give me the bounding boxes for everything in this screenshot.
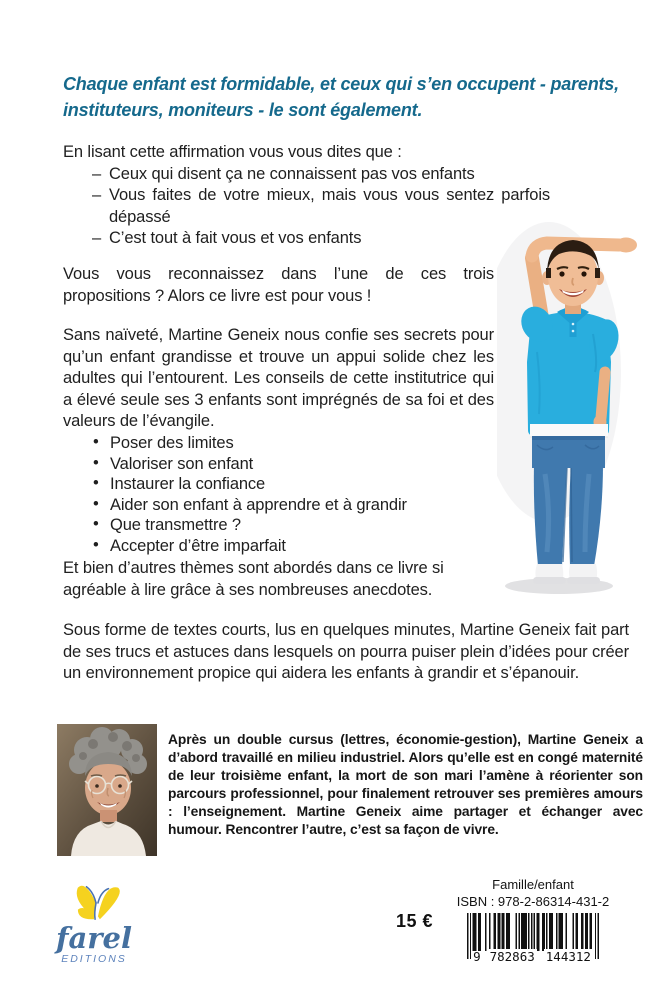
isbn-label: ISBN : 978-2-86314-431-2 [456,894,610,909]
publisher-logo [46,880,142,965]
dash-list [63,164,550,250]
author-portrait-photo [57,724,157,856]
bullet-item-text: Valoriser son enfant [110,454,254,473]
dash-marker: – [92,229,102,247]
paragraph-recognize: Vous vous reconnaissez dans l’une de ces trois propositions ? Alors ce livre est pour vous ! [63,265,494,305]
barcode-digits [448,949,618,964]
boy-measuring-height-photo [497,212,667,602]
paragraph-themes-outro: Et bien d’autres thèmes sont abordés dans ce livre si agréable à lire grâce à ses nombreuses anecdotes. [63,559,444,599]
themes-bullet-list [63,433,515,557]
dash-item-text: Ceux qui disent ça ne connaissent pas vos enfants [109,164,475,183]
bullet-item [63,495,515,516]
bullet-marker: • [93,494,99,513]
barcode-digits-right: 144312 [545,949,591,964]
bullet-marker: • [93,474,99,493]
bullet-item [63,536,515,557]
bullet-item-text: Instaurer la confiance [110,475,266,494]
bullet-item [63,454,515,475]
bullet-marker: • [93,515,99,534]
butterfly-icon [65,880,129,924]
intro-section [63,142,550,250]
dash-marker: – [92,186,102,204]
bullet-item [63,474,515,495]
paragraph-closing: Sous forme de textes courts, lus en quelques minutes, Martine Geneix fait part de ses trucs et astuces dans lesquels on pourra puiser plein d’idées pour créer un environnement propice qui aidera les enfants à grandir et s’épanouir. [63,621,629,682]
barcode-digits-left: 782863 [489,949,535,964]
dash-item-text: Vous faites de votre mieux, mais vous vous sentez parfois dépassé [109,186,550,226]
dash-list-item [63,228,550,250]
barcode-digit-first: 9 [473,949,481,964]
bullet-marker: • [93,433,99,451]
bullet-marker: • [93,535,99,554]
barcode-block [448,877,618,964]
author-bio: Après un double cursus (lettres, économie-gestion), Martine Geneix a d’abord travaillé en milieu industriel. Alors qu’elle est en congé maternité de leur troisième enfant, la mort de son mari l’amène à réorienter son parcours professionnel, pour finalement retrouver ses premières amours : l’enseignement. Martine Geneix aime partager et échanger avec humour. Rencontrer l’autre, c’est sa façon de vivre. [168,732,643,837]
bullet-item-text: Accepter d’être imparfait [110,536,286,555]
bullet-item [63,515,515,536]
paragraph-secrets: Sans naïveté, Martine Geneix nous confie ses secrets pour qu’un enfant grandisse et trouve un appui solide chez les adultes qui l’entourent. Les conseils de cette institutrice qui a élevé seule ses 3 enfants sont imprégnés de sa foi et des valeurs de l’évangile. [63,326,494,430]
tagline: Chaque enfant est formidable, et ceux qui s’en occupent - parents, instituteurs, moniteurs - le sont également. [63,74,619,120]
publisher-name: farel [55,921,132,955]
publisher-subtitle: EDITIONS [61,953,127,965]
intro-lead: En lisant cette affirmation vous vous dites que : [63,143,402,161]
dash-marker: – [92,164,102,183]
price-label: 15 € [396,911,434,931]
bullet-item [63,433,515,454]
bullet-item-text: Que transmettre ? [110,516,241,535]
dash-item-text: C’est tout à fait vous et vos enfants [109,229,362,247]
bullet-marker: • [93,453,99,472]
bullet-item-text: Poser des limites [110,434,234,452]
dash-list-item [63,164,550,186]
category-label: Famille/enfant [492,877,574,892]
bullet-item-text: Aider son enfant à apprendre et à grandir [110,495,407,514]
dash-list-item [63,185,550,228]
